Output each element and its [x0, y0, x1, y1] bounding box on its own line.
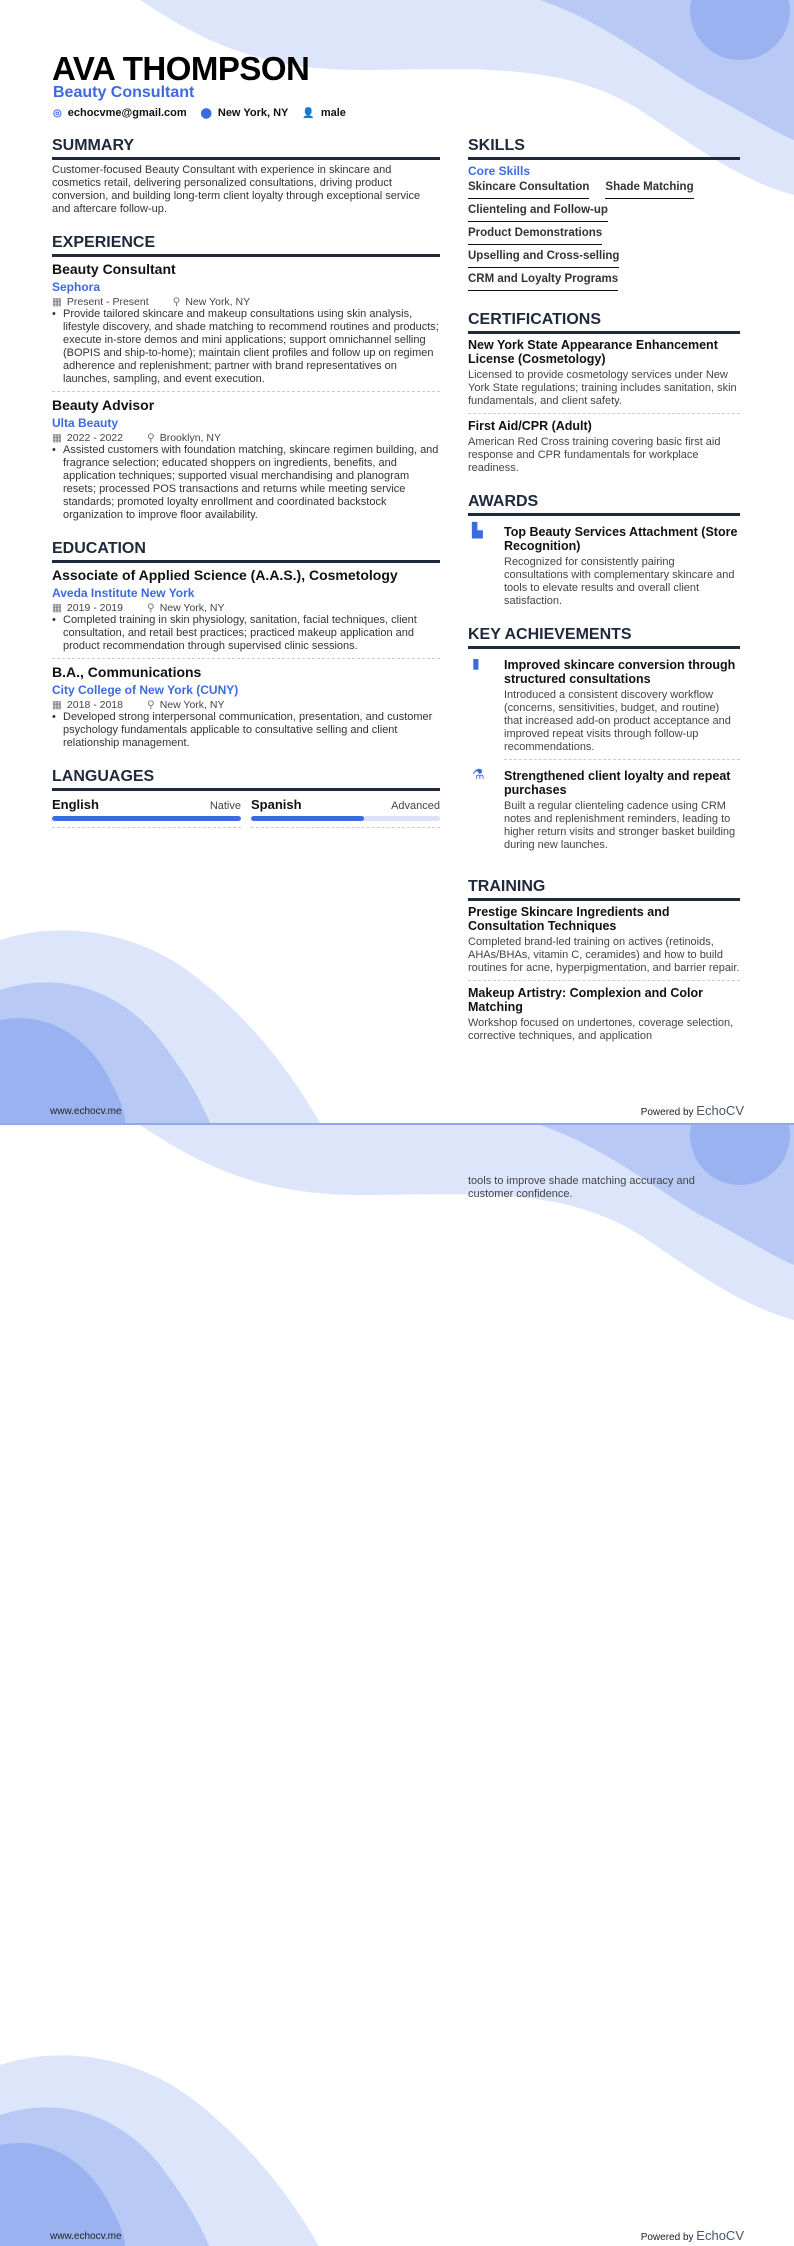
training-title: Makeup Artistry: Complexion and Color Matching [468, 986, 703, 1014]
education-entry [52, 664, 440, 750]
achievement-title: Improved skincare conversion through structured consultations [504, 658, 736, 686]
footer-powered-by[interactable] [641, 2228, 744, 2243]
summary-heading: SUMMARY [52, 137, 440, 160]
contact-email[interactable] [53, 107, 187, 119]
edu-bullet: • Developed strong interpersonal communication, presentation, and customer psychology fundamentals applicable to consultative selling and client relationship management. [52, 711, 440, 750]
award-item [468, 522, 740, 608]
footer-site-link[interactable]: www.echocv.me [50, 1106, 122, 1117]
language-proficiency-bar [251, 816, 440, 821]
certifications-heading: CERTIFICATIONS [468, 311, 740, 334]
award-title: Top Beauty Services Attachment (Store Recognition) [504, 525, 738, 553]
skills-list [468, 178, 740, 293]
divider [468, 980, 740, 981]
bookmark-icon: ▮ [472, 655, 480, 671]
job-location: Brooklyn, NY [159, 432, 221, 444]
language-level: Advanced [391, 800, 440, 812]
summary-text: Customer-focused Beauty Consultant with experience in skincare and cosmetics retail, delivering personalized consultations, driving product conversion, and building long-term client loyalty through exceptional service and aftercare follow-up. [52, 164, 421, 215]
edu-dates: 2019 - 2019 [66, 602, 123, 614]
language-item [52, 797, 241, 833]
edu-bullet: • Completed training in skin physiology, sanitation, facial techniques, client consultation, and retail best practices; practiced makeup application and product recommendation through supervised clinic sessions. [52, 614, 440, 653]
footer-site-link[interactable]: www.echocv.me [50, 2231, 122, 2242]
school-name: City College of New York (CUNY) [52, 683, 239, 697]
job-title: Beauty Advisor [52, 397, 155, 413]
company-name: Sephora [52, 280, 101, 294]
skills-heading: SKILLS [468, 137, 740, 160]
contact-info [53, 107, 346, 119]
experience-entry [52, 397, 440, 522]
divider [52, 658, 440, 659]
skill-item: Shade Matching [605, 178, 693, 199]
powered-by-text: Powered by [640, 1107, 694, 1118]
languages-list [52, 797, 440, 833]
certification-title: First Aid/CPR (Adult) [468, 419, 592, 433]
document-chart-icon: ▙ [472, 522, 483, 538]
location-text: New York, NY [217, 107, 289, 119]
education-heading: EDUCATION [52, 540, 440, 563]
divider [52, 827, 241, 828]
company-name: Ulta Beauty [52, 416, 119, 430]
achievement-desc: Built a regular clienteling cadence using CRM notes and replenishment reminders, leading to higher return visits and stronger basket building during new launches. [504, 800, 736, 851]
degree-title: B.A., Communications [52, 664, 202, 680]
achievements-heading: KEY ACHIEVEMENTS [468, 626, 740, 649]
candidate-title: Beauty Consultant [53, 84, 195, 101]
training-title: Prestige Skincare Ingredients and Consultation Techniques [468, 905, 670, 933]
skill-item: CRM and Loyalty Programs [468, 270, 618, 291]
language-level: Native [209, 800, 241, 812]
job-title: Beauty Consultant [52, 261, 176, 277]
brand-name: EchoCV [696, 1103, 744, 1118]
job-bullet: • Provide tailored skincare and makeup consultations using skin analysis, lifestyle discovery, and shade matching to recommend routines and products; execute in-store demos and mini applications; support omnichannel selling (BOPIS and ship-to-home); maintain client profiles and follow up on regimen adherence and replenishment; partner with brand representatives on launches, sampling, and event execution. [52, 308, 440, 386]
location-pin-icon: ⚲ [146, 602, 155, 614]
edu-location: New York, NY [159, 699, 225, 711]
language-name: English [52, 797, 99, 812]
email-text: echocvme@gmail.com [67, 107, 187, 119]
proficiency-fill [251, 816, 364, 821]
divider [52, 391, 440, 392]
training-desc: Workshop focused on undertones, coverage selection, corrective techniques, and application [468, 1017, 734, 1042]
certification-desc: American Red Cross training covering basic first aid response and CPR fundamentals for workplace readiness. [468, 436, 721, 474]
proficiency-fill [52, 816, 241, 821]
calendar-icon: ▦ [52, 296, 62, 308]
candidate-name: AVA THOMPSON [52, 50, 310, 87]
skill-item: Upselling and Cross-selling [468, 247, 619, 268]
awards-heading: AWARDS [468, 493, 740, 516]
job-dates: 2022 - 2022 [66, 432, 123, 444]
skills-group-label: Core Skills [468, 164, 531, 178]
achievement-desc: Introduced a consistent discovery workflow (concerns, sensitivities, budget, and routine) that increased add-on product acceptance and improved repeat visits through follow-up recommendations. [504, 689, 731, 753]
edu-location: New York, NY [159, 602, 225, 614]
at-icon: ◎ [53, 108, 62, 119]
achievement-item [468, 766, 740, 852]
calendar-icon: ▦ [52, 432, 62, 444]
user-icon: 👤 [302, 108, 315, 119]
experience-entry [52, 261, 440, 386]
calendar-icon: ▦ [52, 602, 62, 614]
location-pin-icon: ⬤ [200, 108, 212, 119]
divider [504, 759, 740, 760]
powered-by-text: Powered by [640, 2232, 694, 2243]
location-pin-icon: ⚲ [146, 699, 155, 711]
degree-title: Associate of Applied Science (A.A.S.), Cosmetology [52, 567, 398, 583]
award-desc: Recognized for consistently pairing consultations with complementary skincare and tools to elevate results and overall client satisfaction. [504, 556, 735, 607]
language-item [251, 797, 440, 833]
training-heading: TRAINING [468, 878, 740, 901]
achievement-title: Strengthened client loyalty and repeat purchases [504, 769, 731, 797]
brand-name: EchoCV [696, 2228, 744, 2243]
footer-powered-by[interactable] [641, 1103, 744, 1118]
divider [468, 413, 740, 414]
resume-page-2 [0, 1123, 794, 2246]
skill-item: Skincare Consultation [468, 178, 589, 199]
location-pin-icon: ⚲ [146, 432, 155, 444]
job-location: New York, NY [185, 296, 251, 308]
job-dates: Present - Present [66, 296, 149, 308]
contact-location [201, 107, 289, 119]
left-column [52, 137, 440, 833]
contact-gender [302, 107, 346, 119]
edu-dates: 2018 - 2018 [66, 699, 123, 711]
location-pin-icon: ⚲ [172, 296, 181, 308]
school-name: Aveda Institute New York [52, 586, 195, 600]
flask-icon: ⚗ [472, 766, 485, 782]
divider [251, 827, 440, 828]
languages-heading: LANGUAGES [52, 768, 440, 791]
job-bullet: • Assisted customers with foundation matching, skincare regimen building, and fragrance selection; educated shoppers on ingredients, benefits, and application techniques; supported visual merchandising and planogram resets; processed POS transactions and returns while meeting service standards; promoted loyalty enrollment and coordinated backstock organization to improve floor availability. [52, 444, 440, 522]
language-proficiency-bar [52, 816, 241, 821]
language-name: Spanish [251, 797, 302, 812]
right-column [468, 137, 740, 1043]
training-desc: Completed brand-led training on actives (retinoids, AHAs/BHAs, vitamin C, ceramides) and how to build routines for acne, hyperpigmentation, and barrier repair. [468, 936, 740, 974]
skill-item: Product Demonstrations [468, 224, 602, 245]
gender-text: male [320, 107, 346, 119]
achievement-item [468, 655, 740, 754]
experience-heading: EXPERIENCE [52, 234, 440, 257]
training-desc-continued: tools to improve shade matching accuracy and customer confidence. [468, 1175, 695, 1200]
certification-desc: Licensed to provide cosmetology services under New York State regulations; training includes sanitation, skin fundamentals, and client safety. [468, 369, 737, 407]
skill-item: Clienteling and Follow-up [468, 201, 608, 222]
education-entry [52, 567, 440, 653]
calendar-icon: ▦ [52, 699, 62, 711]
certification-title: New York State Appearance Enhancement License (Cosmetology) [468, 338, 718, 366]
